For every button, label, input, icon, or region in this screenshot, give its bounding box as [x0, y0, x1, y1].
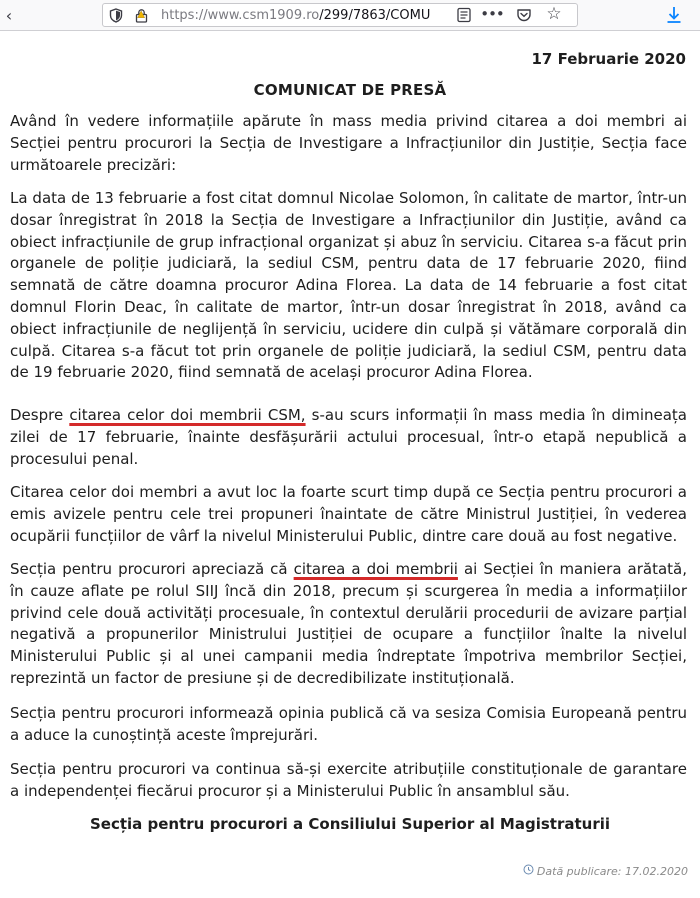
reader-view-icon[interactable]: [455, 6, 473, 24]
highlighted-phrase: citarea celor doi membrii CSM,: [69, 406, 306, 424]
signature: Secția pentru procurori a Consiliului Superior al Magistraturii: [89, 815, 611, 833]
paragraph-closing: Secția pentru procurori va continua să-și exercite atribuțiile constituționale de garantare a independenței fiecărui procuror și a Ministerului Public în ansamblul său.: [10, 760, 687, 800]
press-release-date: 17 Februarie 2020: [531, 50, 686, 68]
pocket-icon[interactable]: [515, 6, 533, 24]
publication-date-text: Dată publicare: 17.02.2020: [536, 864, 688, 878]
more-icon[interactable]: •••: [480, 5, 504, 23]
url-text[interactable]: https://www.csm1909.ro/299/7863/COMU: [161, 8, 431, 23]
paragraph-timing: Citarea celor doi membri a avut loc la foarte scurt timp după ce Secția pentru procurori a emis avizele pentru cele trei propuneri înaintate de către Ministrul Justiției, în vederea ocupării funcțiilor de vârf la nivelul Ministerului Public, dintre care două au fost negative.: [10, 483, 687, 545]
paragraph-citations: La data de 13 februarie a fost citat domnul Nicolae Solomon, în calitate de martor, într-un dosar înregistrat în 2018 la Secția de Investigare a Infracțiunilor din Justiție, având ca obiect infracțiunile de grup infracțional organizat și abuz în serviciu. Citarea s-a făcut prin organele de poliție judiciară, la sediul CSM, pentru data de 17 februarie 2020, fiind semnată de către doamna procuror Adina Florea. La data de 14 februarie a fost citat domnul Florin Deac, în calitate de martor, într-un dosar înregistrat în 2018, având ca obiect infracțiunile de neglijență în serviciu, ucidere din culpă și vătămare corporală din culpă. Citarea s-a făcut tot prin organele de poliție judiciară, la sediul CSM, pentru data de 19 februarie 2020, fiind semnată de același procuror Adina Florea.: [10, 189, 687, 382]
shield-icon[interactable]: [108, 7, 124, 23]
page-title: COMUNICAT DE PRESĂ: [253, 81, 447, 99]
back-icon[interactable]: ‹: [5, 5, 13, 25]
paragraph-media-leak: Despre citarea celor doi membrii CSM, s-au scurs informații în mass media în dimineața zilei de 17 februarie, înainte desfășurării actului procesual, într-o etapă nepublică a procesului penal.: [10, 406, 688, 468]
address-bar[interactable]: [102, 3, 578, 27]
publication-date: [523, 864, 688, 878]
download-icon[interactable]: [664, 5, 684, 25]
bookmark-star-icon[interactable]: ☆: [546, 4, 562, 24]
paragraph-european-commission: Secția pentru procurori informează opinia publică că va sesiza Comisia Europeană pentru a aduce la cunoștință aceste împrejurări.: [10, 704, 687, 744]
browser-toolbar: [0, 0, 700, 31]
highlighted-phrase: citarea a doi membrii: [293, 560, 458, 578]
paragraph-intro: Având în vedere informațiile apărute în mass media privind citarea a doi membri ai Secției pentru procurori la Secția de Investigare a Infracțiunilor din Justiție, Secția face următoarele precizări:: [10, 112, 687, 174]
paragraph-assessment: Secția pentru procurori apreciază că citarea a doi membrii ai Secției în maniera arătată, în cauze aflate pe rolul SIIJ încă din 2018, precum și scurgerea în media a informațiilor privind cele două activități procesuale, în contextul derulării procedurii de avizare parțial negativă a propunerilor Ministrului Justiției de ocupare a funcțiilor înalte la nivelul Ministerului Public și al unei campanii media îndreptate împotriva membrilor Secției, reprezintă un factor de presiune și de decredibilizate instituțională.: [10, 560, 687, 687]
clock-icon: [523, 864, 534, 878]
lock-icon[interactable]: [133, 7, 149, 23]
